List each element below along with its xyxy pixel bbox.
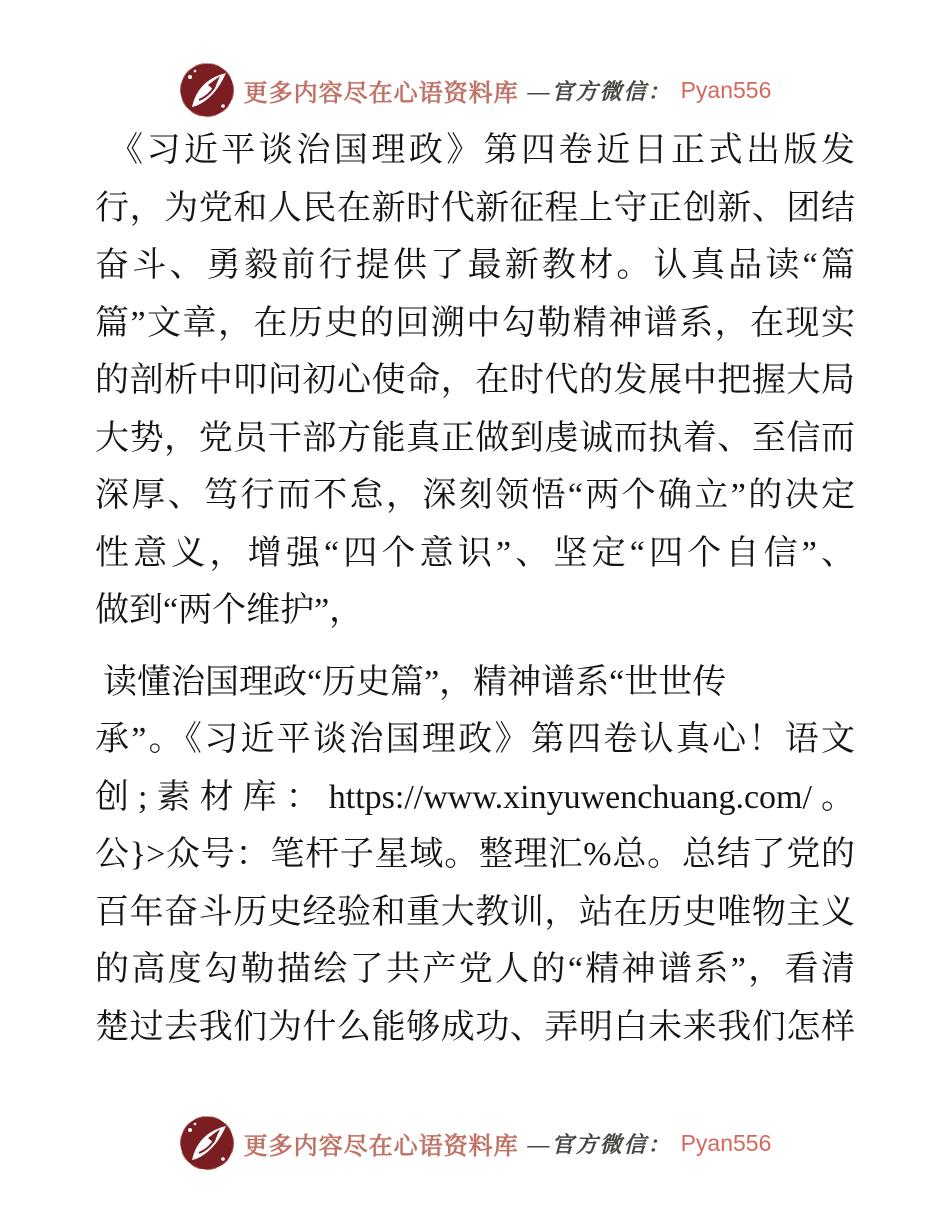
text-line: 承”。《习近平谈治国理政》第四卷认真心！语文 bbox=[95, 721, 855, 758]
text-line: 奋斗、勇毅前行提供了最新教材。认真品读“篇 bbox=[95, 247, 855, 284]
text-line: 性意义，增强“四个意识”、坚定“四个自信”、 bbox=[95, 534, 855, 572]
text-line: 深厚、笃行而不怠，深刻领悟“两个确立”的决定 bbox=[95, 477, 855, 514]
paragraph-2 bbox=[95, 654, 855, 1057]
wechat-id: Pyan556 bbox=[680, 76, 772, 103]
header-watermark bbox=[0, 61, 950, 119]
text-line: 读懂治国理政“历史篇”，精神谱系“世世传 bbox=[103, 663, 727, 701]
wechat-label: —官方微信： bbox=[527, 1131, 672, 1157]
text-line: 楚过去我们为什么能够成功、弄明白未来我们怎样 bbox=[95, 1008, 855, 1046]
text-line: 的剖析中叩问初心使命，在时代的发展中把握大局 bbox=[95, 362, 855, 399]
text-line: 创;素材库：https://www.xinyuwenchuang.com/。 bbox=[95, 778, 855, 816]
wechat-id: Pyan556 bbox=[680, 1129, 772, 1156]
paragraph-1 bbox=[95, 122, 855, 640]
document-body bbox=[95, 122, 855, 1056]
brand-slogan: 更多内容尽在心语资料库 bbox=[243, 1133, 519, 1160]
wechat-label: —官方微信： bbox=[527, 78, 672, 104]
text-line: 做到“两个维护”， bbox=[95, 592, 364, 629]
footer-watermark bbox=[0, 1114, 950, 1172]
pen-swirl-seal-icon bbox=[179, 62, 235, 118]
text-line: 百年奋斗历史经验和重大教训，站在历史唯物主义 bbox=[95, 893, 855, 931]
text-line: 公}>众号：笔杆子星域。整理汇%总。总结了党的 bbox=[95, 836, 855, 873]
text-line: 的高度勾勒描绘了共产党人的“精神谱系”，看清 bbox=[95, 951, 855, 988]
text-line: 行，为党和人民在新时代新征程上守正创新、团结 bbox=[95, 189, 855, 227]
brand-slogan: 更多内容尽在心语资料库 bbox=[243, 80, 519, 107]
text-line: 篇”文章，在历史的回溯中勾勒精神谱系，在现实 bbox=[95, 304, 855, 342]
pen-swirl-seal-icon bbox=[179, 1115, 235, 1171]
text-line: 《习近平谈治国理政》第四卷近日正式出版发 bbox=[109, 132, 855, 169]
text-line: 大势，党员干部方能真正做到虔诚而执着、至信而 bbox=[95, 419, 855, 457]
